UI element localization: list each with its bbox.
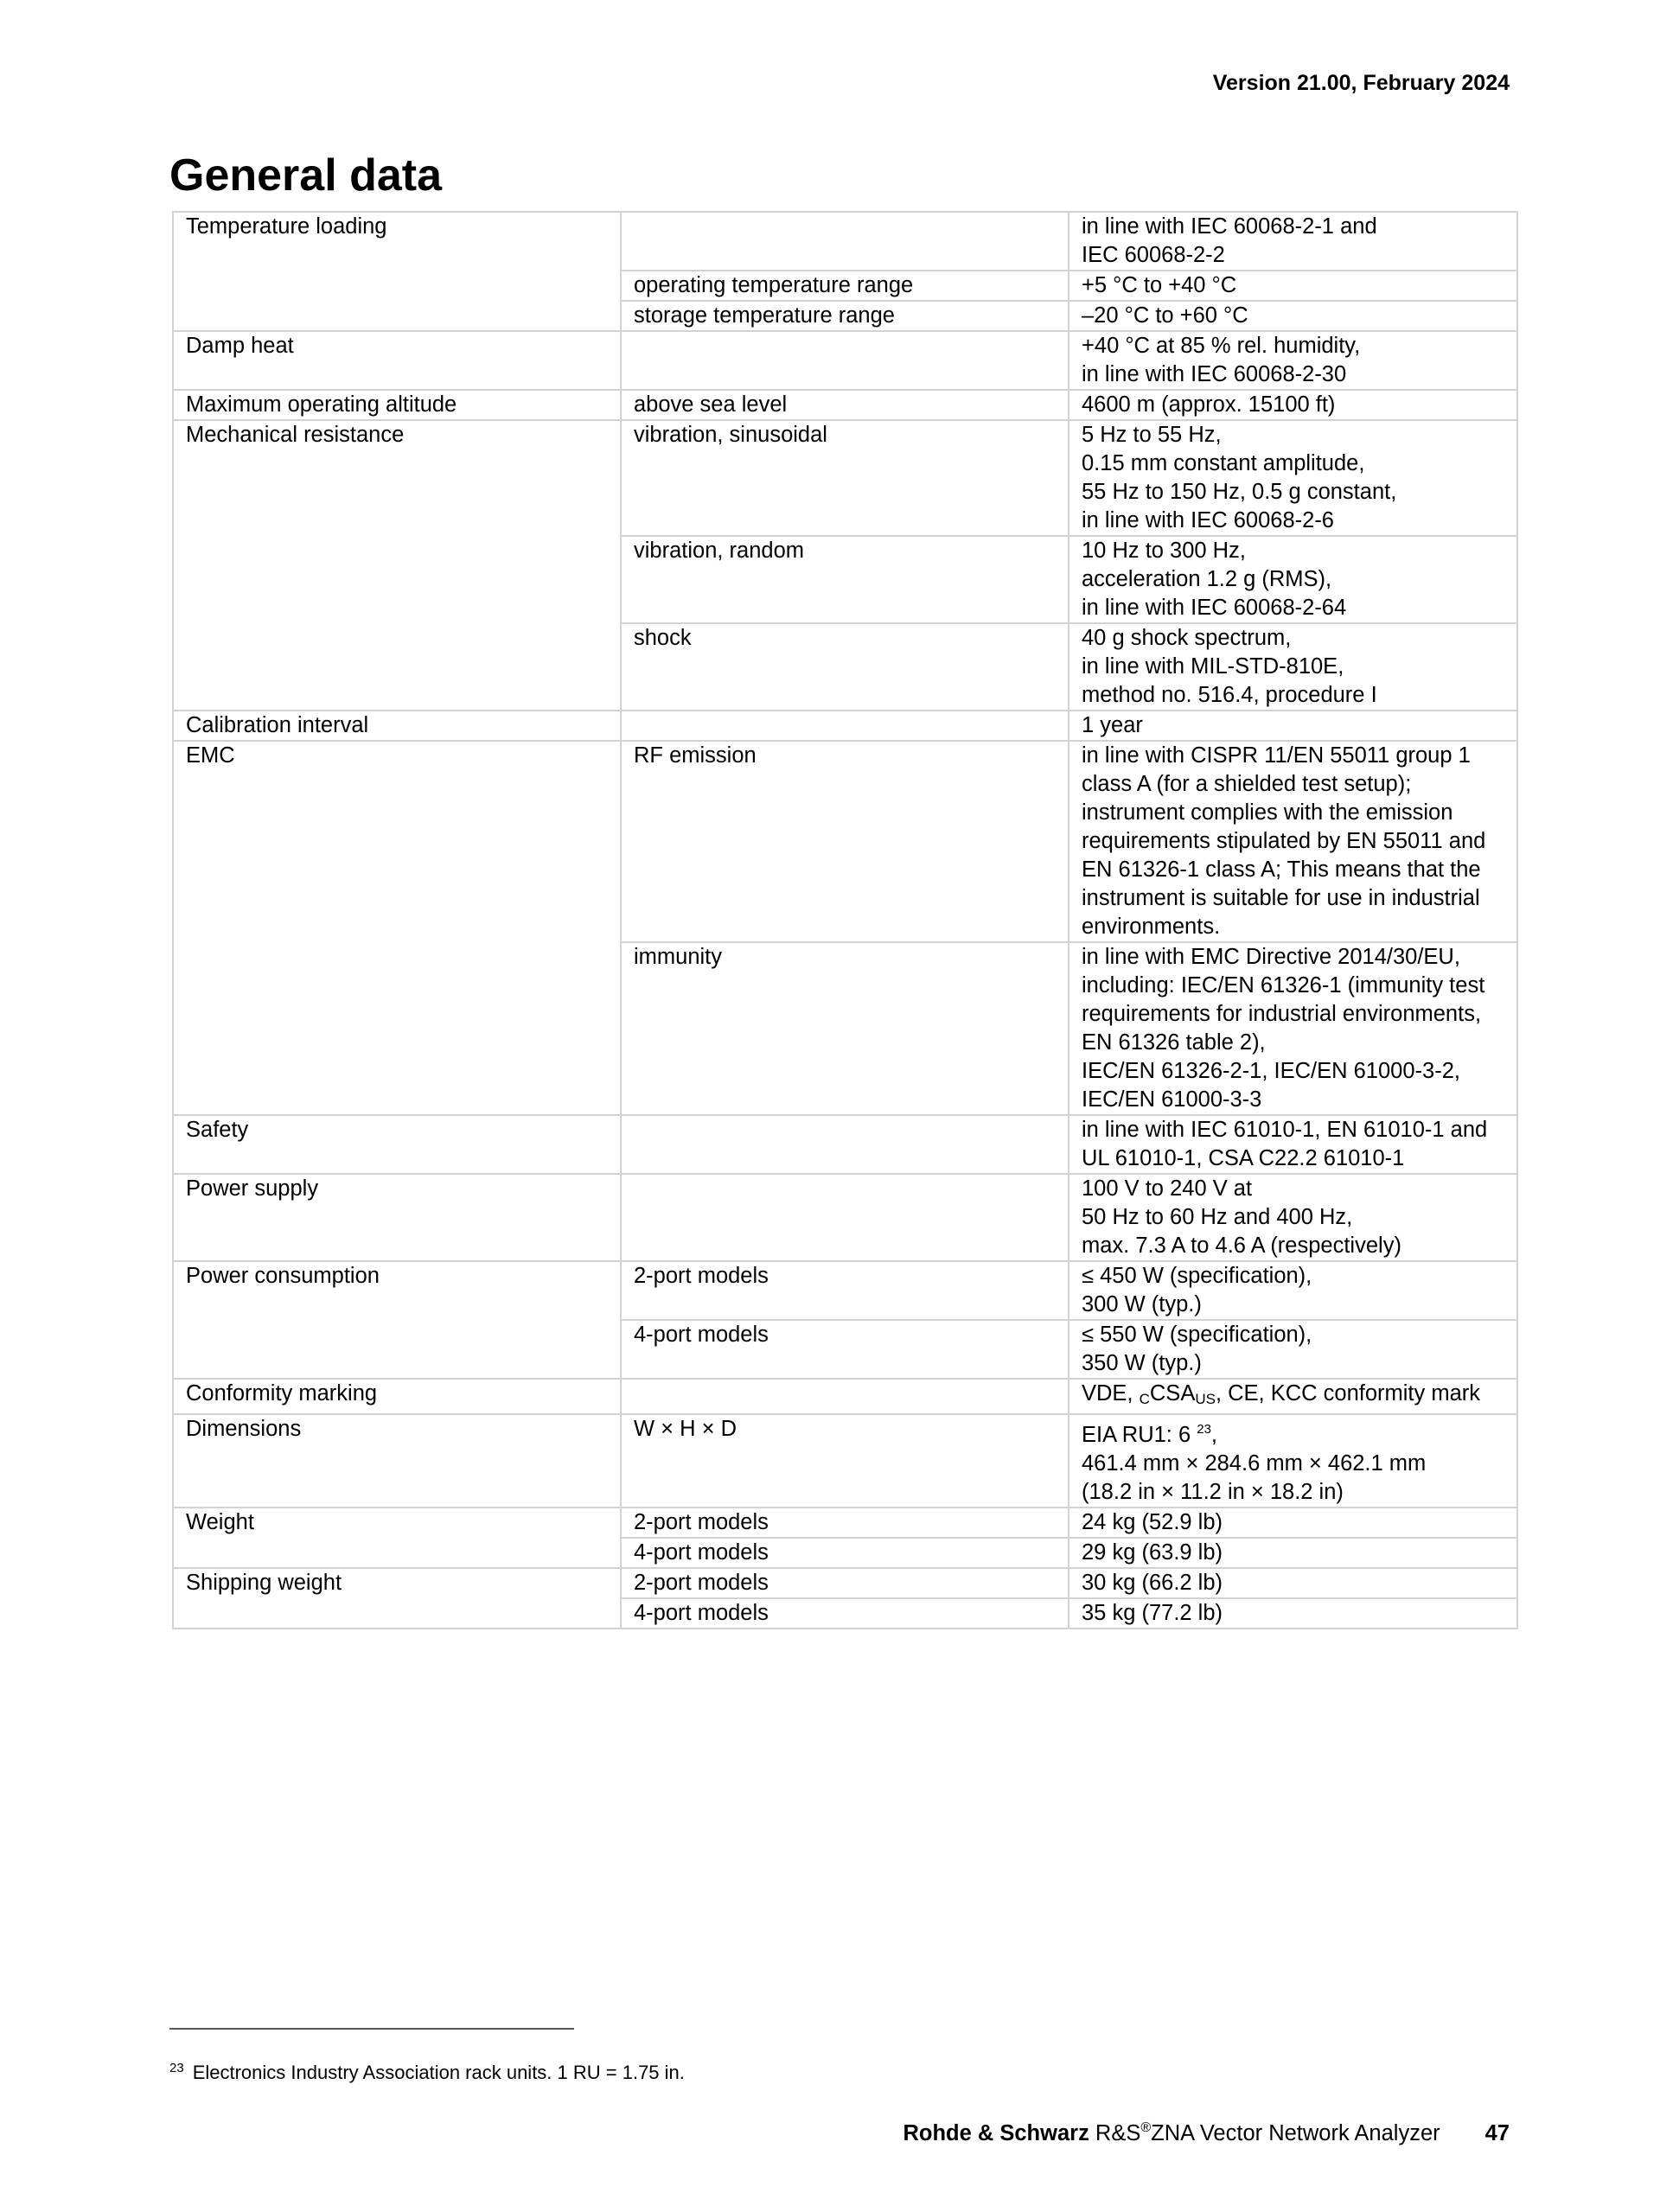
row-label: Shipping weight [173,1568,621,1629]
row-value: in line with IEC 61010-1, EN 61010-1 and UL 61010-1, CSA C22.2 61010-1 [1069,1115,1517,1174]
row-param: 4-port models [621,1538,1069,1568]
row-param: W × H × D [621,1414,1069,1508]
footnote-number: 23 [169,2061,184,2075]
row-param: vibration, random [621,536,1069,623]
row-value: 29 kg (63.9 lb) [1069,1538,1517,1568]
footer-brand: Rohde & Schwarz [903,2121,1089,2145]
row-param [621,1379,1069,1414]
dimensions-values: 461.4 mm × 284.6 mm × 462.1 mm (18.2 in × 11.2 in × 18.2 in) [1082,1451,1427,1504]
row-value: +40 °C at 85 % rel. humidity, in line with IEC 60068-2-30 [1069,331,1517,390]
dimensions-eia: EIA RU1: 6 [1082,1423,1197,1447]
row-label: Temperature loading [173,212,621,331]
row-value: ≤ 550 W (specification), 350 W (typ.) [1069,1320,1517,1379]
row-value: 5 Hz to 55 Hz, 0.15 mm constant amplitude, 55 Hz to 150 Hz, 0.5 g constant, in line with IEC 60068-2-6 [1069,420,1517,536]
row-value: 40 g shock spectrum, in line with MIL-STD-810E, method no. 516.4, procedure I [1069,623,1517,711]
table-row [173,711,1517,741]
row-param: 2-port models [621,1568,1069,1598]
footnote-text: Electronics Industry Association rack units. 1 RU = 1.75 in. [192,2062,685,2083]
footnote [169,2061,685,2084]
table-row [173,212,1517,271]
version-header: Version 21.00, February 2024 [1212,71,1510,95]
row-value: in line with EMC Directive 2014/30/EU, including: IEC/EN 61326-1 (immunity test requirements for industrial environments, EN 61326 table 2), IEC/EN 61326-2-1, IEC/EN 61000-3-2, IEC/EN 61000-3-3 [1069,942,1517,1115]
row-param: operating temperature range [621,271,1069,301]
table-row [173,1174,1517,1261]
row-label: Maximum operating altitude [173,390,621,420]
row-param [621,1115,1069,1174]
page-title: General data [169,150,443,201]
row-label: Weight [173,1508,621,1568]
row-value: 4600 m (approx. 15100 ft) [1069,390,1517,420]
footnote-ref: 23 [1197,1422,1211,1437]
row-param: 2-port models [621,1508,1069,1538]
row-param [621,711,1069,741]
row-label: Power supply [173,1174,621,1261]
page-footer [903,2120,1510,2146]
row-value: 1 year [1069,711,1517,741]
row-value [1069,1414,1517,1508]
table-row [173,741,1517,942]
table-row [173,1261,1517,1320]
row-value [1069,1379,1517,1414]
row-value: 30 kg (66.2 lb) [1069,1568,1517,1598]
table-row [173,1568,1517,1598]
table-row [173,1115,1517,1174]
csa-mark: CSA [1149,1381,1196,1406]
conformity-prefix: VDE, [1082,1381,1140,1406]
row-param: storage temperature range [621,301,1069,331]
row-value: +5 °C to +40 °C [1069,271,1517,301]
row-param: RF emission [621,741,1069,942]
table-row [173,390,1517,420]
row-label: Damp heat [173,331,621,390]
row-label: Safety [173,1115,621,1174]
row-param: shock [621,623,1069,711]
registered-mark: ® [1140,2120,1152,2135]
row-value: in line with CISPR 11/EN 55011 group 1 class A (for a shielded test setup); instrument complies with the emission requirements stipulated by EN 55011 and EN 61326-1 class A; This means that the instrument is suitable for use in industrial environments. [1069,741,1517,942]
row-param [621,331,1069,390]
row-label: Calibration interval [173,711,621,741]
row-value: ≤ 450 W (specification), 300 W (typ.) [1069,1261,1517,1320]
table-row [173,420,1517,536]
row-value: 10 Hz to 300 Hz, acceleration 1.2 g (RMS), in line with IEC 60068-2-64 [1069,536,1517,623]
csa-us-subscript: US [1195,1391,1216,1407]
row-value: 24 kg (52.9 lb) [1069,1508,1517,1538]
row-param: immunity [621,942,1069,1115]
row-param [621,1174,1069,1261]
row-label: EMC [173,741,621,1115]
row-value: in line with IEC 60068-2-1 and IEC 60068-2-2 [1069,212,1517,271]
footer-product-prefix: R&S [1095,2121,1141,2145]
row-param: above sea level [621,390,1069,420]
table-row [173,1414,1517,1508]
footer-product: ZNA Vector Network Analyzer [1151,2121,1440,2145]
row-param: 4-port models [621,1320,1069,1379]
csa-c-subscript: C [1139,1391,1150,1407]
dimensions-comma: , [1210,1423,1218,1447]
row-label: Power consumption [173,1261,621,1379]
table-row [173,1508,1517,1538]
general-data-table [172,211,1518,1629]
row-param: 4-port models [621,1598,1069,1629]
footnote-divider [169,2028,574,2030]
row-label: Mechanical resistance [173,420,621,711]
page-number: 47 [1484,2121,1510,2145]
row-param [621,212,1069,271]
conformity-rest: , CE, KCC conformity mark [1215,1381,1481,1406]
row-param: 2-port models [621,1261,1069,1320]
row-label: Dimensions [173,1414,621,1508]
row-value: 35 kg (77.2 lb) [1069,1598,1517,1629]
row-value: –20 °C to +60 °C [1069,301,1517,331]
row-param: vibration, sinusoidal [621,420,1069,536]
table-row [173,1379,1517,1414]
table-row [173,331,1517,390]
row-label: Conformity marking [173,1379,621,1414]
row-value: 100 V to 240 V at 50 Hz to 60 Hz and 400 Hz, max. 7.3 A to 4.6 A (respectively) [1069,1174,1517,1261]
